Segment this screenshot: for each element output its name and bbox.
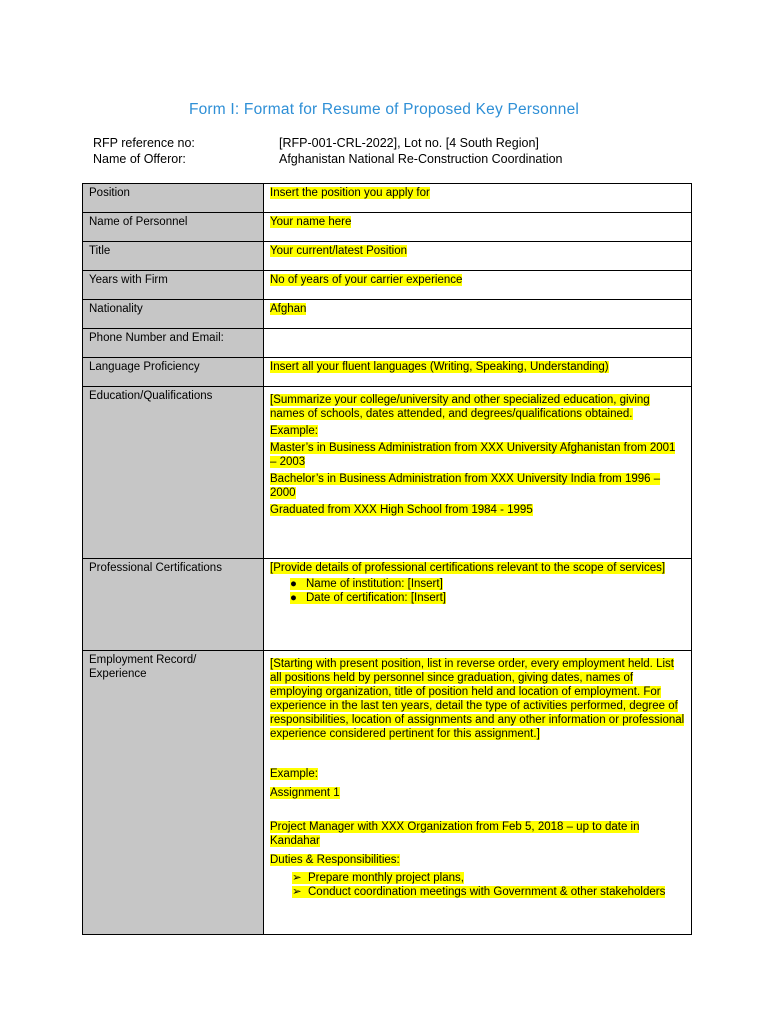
name-field[interactable] [264, 213, 692, 242]
years-value: No of years of your carrier experience [270, 274, 463, 286]
years-label: Years with Firm [83, 271, 264, 300]
list-item [292, 871, 685, 885]
row-position [83, 184, 692, 213]
offeror-label: Name of Offeror: [93, 152, 186, 166]
bullet-dot-icon: ● [290, 578, 297, 590]
title-label: Title [83, 242, 264, 271]
employment-duties: Duties & Responsibilities: [270, 854, 400, 866]
language-value: Insert all your fluent languages (Writing, Speaking, Understanding) [270, 361, 609, 373]
row-years [83, 271, 692, 300]
education-example-block [270, 424, 685, 438]
list-item [290, 577, 685, 591]
education-item-block [270, 441, 685, 469]
title-value: Your current/latest Position [270, 245, 408, 257]
name-value: Your name here [270, 216, 352, 228]
employment-label: Employment Record/ Experience [83, 651, 264, 935]
education-intro: [Summarize your college/university and other specialized education, giving names of schools, dates attended, and degrees/qualifications obtained. [270, 394, 650, 420]
employment-bullet: Prepare monthly project plans, [308, 872, 464, 884]
position-value: Insert the position you apply for [270, 187, 430, 199]
employment-project: Project Manager with XXX Organization from Feb 5, 2018 – up to date in Kandahar [270, 821, 640, 847]
years-field[interactable] [264, 271, 692, 300]
education-example: Example: [270, 425, 318, 437]
row-education [83, 387, 692, 559]
certifications-bullet: Date of certification: [Insert] [306, 592, 446, 604]
employment-bullet: Conduct coordination meetings with Government & other stakeholders [308, 886, 666, 898]
phone-field[interactable] [264, 329, 692, 358]
language-field[interactable] [264, 358, 692, 387]
row-language [83, 358, 692, 387]
education-item-block [270, 503, 685, 517]
row-phone [83, 329, 692, 358]
education-field[interactable] [264, 387, 692, 559]
list-item [292, 885, 685, 899]
title-field[interactable] [264, 242, 692, 271]
rfp-reference-value: [RFP-001-CRL-2022], Lot no. [4 South Region] [279, 136, 539, 150]
certifications-intro-block [270, 561, 685, 575]
certifications-bullet: Name of institution: [Insert] [306, 578, 443, 590]
rfp-reference-label: RFP reference no: [93, 136, 195, 150]
certifications-field[interactable] [264, 559, 692, 651]
phone-label: Phone Number and Email: [83, 329, 264, 358]
nationality-label: Nationality [83, 300, 264, 329]
education-intro-block [270, 393, 685, 421]
bullet-dot-icon: ● [290, 592, 297, 604]
row-nationality [83, 300, 692, 329]
employment-intro-block [270, 657, 685, 741]
employment-duties-block [270, 853, 685, 867]
employment-intro: [Starting with present position, list in reverse order, every employment held. List all positions held by personnel since graduation, giving dates, names of employing organization, title of position held and location of employment. For experience in the last ten years, detail the type of activities performed, degree of responsibilities, location of assignments and any other information or professional experience considered pertinent for this assignment.] [270, 658, 685, 740]
list-item [290, 591, 685, 605]
position-label: Position [83, 184, 264, 213]
education-item: Graduated from XXX High School from 1984 - 1995 [270, 504, 533, 516]
resume-form-table [82, 183, 692, 935]
employment-assignment-block [270, 786, 685, 800]
employment-bullet-list [270, 871, 685, 899]
certifications-intro: [Provide details of professional certifications relevant to the scope of services] [270, 562, 666, 574]
employment-project-block [270, 820, 685, 848]
offeror-value: Afghanistan National Re-Construction Coordination [279, 152, 563, 166]
employment-example: Example: [270, 768, 318, 780]
education-item-block [270, 472, 685, 500]
nationality-value: Afghan [270, 303, 307, 315]
employment-assignment: Assignment 1 [270, 787, 340, 799]
name-label: Name of Personnel [83, 213, 264, 242]
arrow-bullet-icon: ➢ [292, 886, 302, 898]
page-title: Form I: Format for Resume of Proposed Key Personnel [188, 101, 580, 118]
employment-example-block [270, 767, 685, 781]
row-name [83, 213, 692, 242]
language-label: Language Proficiency [83, 358, 264, 387]
certifications-label: Professional Certifications [83, 559, 264, 651]
row-certifications [83, 559, 692, 651]
arrow-bullet-icon: ➢ [292, 872, 302, 884]
position-field[interactable] [264, 184, 692, 213]
row-title [83, 242, 692, 271]
row-employment [83, 651, 692, 935]
education-label: Education/Qualifications [83, 387, 264, 559]
education-item: Master’s in Business Administration from XXX University Afghanistan from 2001 – 2003 [270, 442, 676, 468]
employment-field[interactable] [264, 651, 692, 935]
education-item: Bachelor’s in Business Administration from XXX University India from 1996 – 2000 [270, 473, 661, 499]
nationality-field[interactable] [264, 300, 692, 329]
certifications-bullet-list [270, 577, 685, 605]
